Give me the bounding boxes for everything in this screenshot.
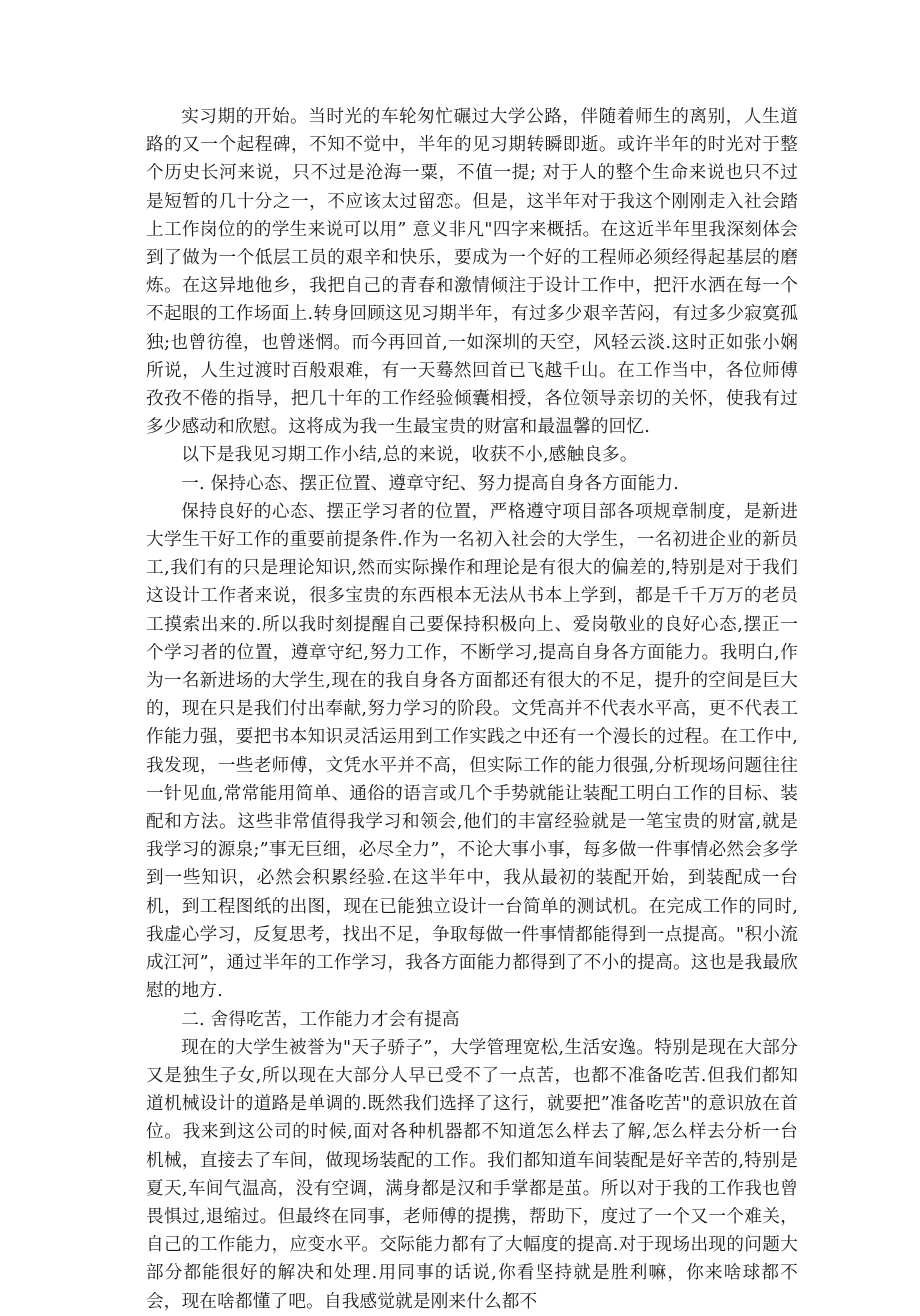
section-heading-1: 一. 保持心态、摆正位置、遵章守纪、努力提高自身各方面能力. (181, 473, 679, 494)
paragraph-intro: 实习期的开始。当时光的车轮匆忙碾过大学公路，伴随着师生的离别，人生道路的又一个起程碑，不知不觉中，半年的见习期转瞬即逝。或许半年的时光对于整个历史长河来说，只不过是沧海一粟，不值一提; 对于人的整个生命来说也只不过是短暂的几十分之一，不应该太过留恋。但是，这半年对于我这个刚刚走入社会踏上工作岗位的的学生来说可以用” 意义非凡"四字来概括。在这近半年里我深刻体会到了做为一个低层工员的艰辛和快乐，要成为一个好的工程师必须经得起基层的磨炼。在这异地他乡，我把自己的青春和激情倾注于设计工作中，把汗水洒在每一个不起眼的工作场面上.转身回顾这见习期半年，有过多少艰辛苦闷，有过多少寂寞孤独;也曾彷徨，也曾迷惘。而今再回首,一如深圳的天空，风轻云淡.这时正如张小娴所说，人生过渡时百般艰难，有一天蓦然回首已飞越千山。在工作当中，各位师傅孜孜不倦的指导，把几十年的工作经验倾囊相授，各位领导亲切的关怀，使我有过多少感动和欣慰。这将成为我一生最宝贵的财富和最温馨的回忆. (146, 107, 798, 438)
paragraph-summary-lead: 以下是我见习期工作小结,总的来说，收获不小,感触良多。 (181, 445, 638, 466)
section-heading-2: 二. 舍得吃苦，工作能力才会有提高 (181, 1009, 460, 1030)
paragraph-section-1: 保持良好的心态、摆正学习者的位置，严格遵守项目部各项规章制度，是新进大学生干好工作的重要前提条件.作为一名初入社会的大学生，一名初进企业的新员工,我们有的只是理论知识,然而实际操作和理论是有很大的偏差的,特别是对于我们这设计工作者来说，很多宝贵的东西根本无法从书本上学到，都是千千万万的老员工摸索出来的.所以我时刻提醒自己要保持积极向上、爱岗敬业的良好心态,摆正一个学习者的位置，遵章守纪,努力工作，不断学习,提高自身各方面能力。我明白,作为一名新进场的大学生,现在的我自身各方面都还有很大的不足，提升的空间是巨大的，现在只是我们付出奉献,努力学习的阶段。文凭高并不代表水平高，更不代表工作能力强，要把书本知识灵活运用到工作实践之中还有一个漫长的过程。在工作中,我发现，一些老师傅，文凭水平并不高，但实际工作的能力很强,分析现场问题往往一针见血,常常能用简单、通俗的语言或几个手势就能让装配工明白工作的目标、装配和方法。这些非常值得我学习和领会,他们的丰富经验就是一笔宝贵的财富,就是我学习的源泉;”事无巨细，必尽全力”，不论大事小事，每多做一件事情必然会多学到一些知识，必然会积累经验.在这半年中，我从最初的装配开始，到装配成一台机，到工程图纸的出图，现在已能独立设计一台简单的测试机。在完成工作的同时,我虚心学习，反复思考，找出不足，争取每做一件事情都能得到一点提高。"积小流成江河”，通过半年的工作学习，我各方面能力都得到了不小的提高。这也是我最欣慰的地方. (146, 501, 798, 1002)
document-body (146, 103, 798, 1316)
paragraph-section-2: 现在的大学生被誉为"天子骄子”，大学管理宽松,生活安逸。特别是现在大部分又是独生子女,所以现在大部分人早已受不了一点苦，也都不准备吃苦.但我们都知道机械设计的道路是单调的.既然我们选择了这行，就要把”准备吃苦"的意识放在首位。我来到这公司的时候,面对各种机器都不知道怎么样去了解,怎么样去分析一台机械，直接去了车间，做现场装配的工作。我们都知道车间装配是好辛苦的,特别是夏天,车间气温高，没有空调，满身都是汉和手掌都是茧。所以对于我的工作我也曾畏惧过,退缩过。但最终在同事，老师傅的提携，帮助下，度过了一个又一个难关，自己的工作能力，应变水平。交际能力都有了大幅度的提高.对于现场出现的问题大部分都能很好的解决和处理.用同事的话说,你看坚持就是胜利嘛，你来啥球都不会，现在啥都懂了吧。自我感觉就是刚来什么都不 (146, 1037, 798, 1312)
